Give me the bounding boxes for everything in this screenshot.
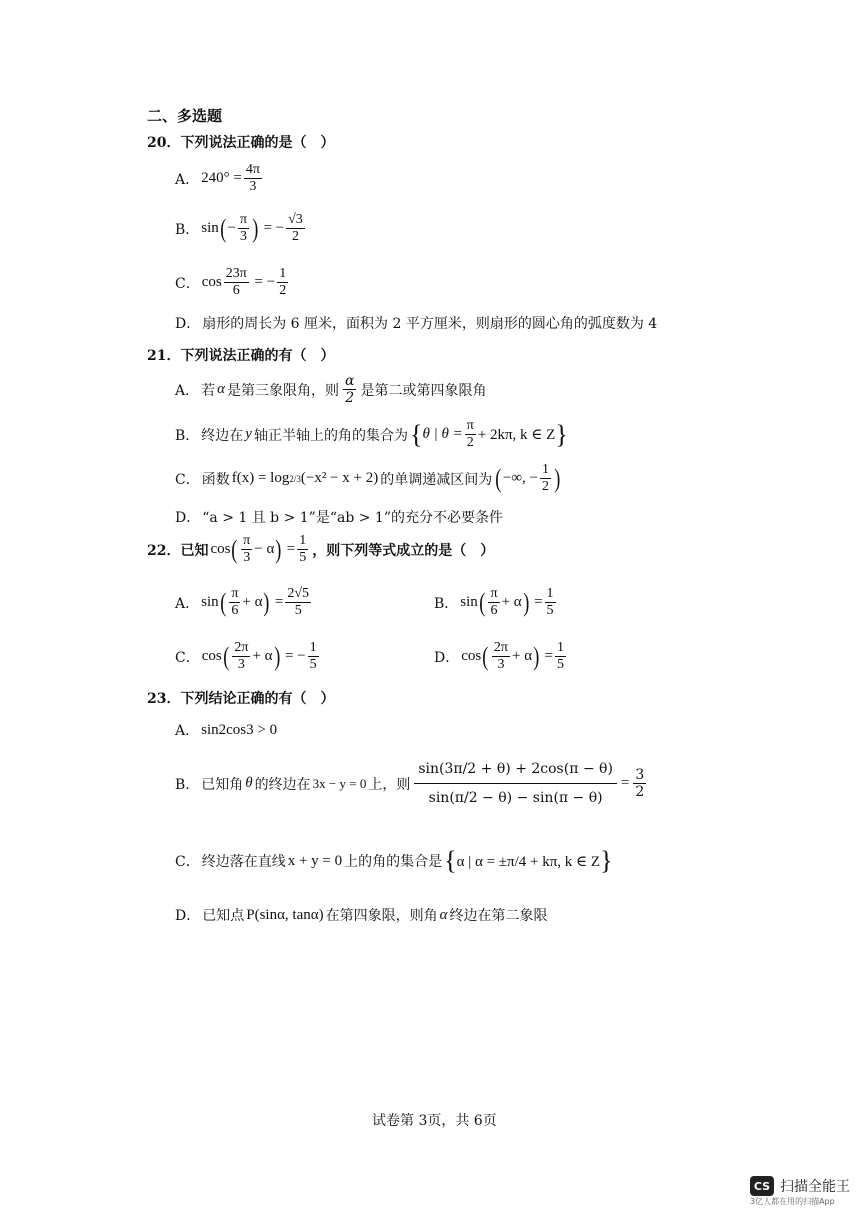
watermark-name: 扫描全能王 — [780, 1179, 850, 1195]
q20-a-math: 240° = $\frac{4\pi}{3}$ — [201, 162, 260, 195]
q23-option-c: C． 终边落在直线 x + y = 0 上的角的集合是 { α | α = ±π/4 + kπ, k ∈ Z } — [175, 846, 613, 875]
question-20-stem: 20．下列说法正确的是（ ） — [147, 135, 335, 151]
watermark-tagline: 3亿人都在用的扫描App — [750, 1197, 835, 1206]
q21-option-b: B． 终边在 y 轴正半轴上的角的集合为 { θ | θ = $\frac{\pi}{2}$ + 2kπ, k ∈ Z } — [175, 418, 568, 451]
q22-option-b: B． sin ( $\frac{\pi}{6}$ + α ) = $\frac{1}{5}$ — [434, 586, 554, 619]
question-23-stem: 23．下列结论正确的有（ ） — [147, 691, 335, 707]
page-footer: 试卷第 3页，共 6页 — [372, 1113, 497, 1129]
q21-option-c: C． 函数 f(x) = log 2/3 (−x² − x + 2) 的单调递减区间为 ( −∞, − $\frac{1}{2}$ ) — [175, 462, 561, 495]
cs-logo-icon: CS — [750, 1176, 774, 1196]
q20-option-a: A． 240° = $\frac{4\pi}{3}$ — [175, 162, 264, 195]
q20-option-b: B． sin ( − $\frac{\pi}{3}$ ) = − $\frac{√3}{2}$ — [175, 212, 303, 245]
question-22-stem: 22．已知 cos ( $\frac{\pi}{3}$ − α ) = $\frac{1}{5}$ ，则下列等式成立的是（ ） — [147, 533, 495, 566]
q22-option-a: A． sin ( $\frac{\pi}{6}$ + α ) = $\frac{2√5}{5}$ — [175, 586, 310, 619]
q23-option-b: B． 已知角 θ 的终边在 3x − y = 0 上，则 $\frac{\sin(3\pi/2 + \theta) + 2\cos(\pi - \theta)}{\sin(\pi/2 - \theta) - \sin(\pi - \theta)}$ = $\frac{3}{2}$ — [175, 755, 648, 812]
q22-option-c: C． cos ( $\frac{2\pi}{3}$ + α ) = − $\frac{1}{5}$ — [175, 640, 317, 673]
q20-option-c: C． cos $\frac{23\pi}{6}$ = − $\frac{1}{2}$ — [175, 266, 287, 299]
q23-option-a: A． sin2cos3 > 0 — [175, 721, 278, 739]
section-title: 二、多选题 — [147, 107, 223, 125]
q21-option-d: D． “a > 1 且 b > 1”是“ab > 1”的充分不必要条件 — [175, 510, 503, 526]
q21-option-a: A． 若 α 是第三象限角，则 $\frac{\alpha}{2}$ 是第二或第四象限角 — [175, 373, 487, 407]
q22-option-d: D． cos ( $\frac{2\pi}{3}$ + α ) = $\frac{1}{5}$ — [434, 640, 564, 673]
q20-option-d: D． 扇形的周长为 6 厘米，面积为 2 平方厘米，则扇形的圆心角的弧度数为 4 — [175, 316, 658, 332]
question-21-stem: 21．下列说法正确的有（ ） — [147, 348, 335, 364]
scanner-watermark — [750, 1176, 850, 1207]
q23-option-d: D． 已知点 P(sinα, tanα) 在第四象限，则角 α 终边在第二象限 — [175, 906, 548, 924]
